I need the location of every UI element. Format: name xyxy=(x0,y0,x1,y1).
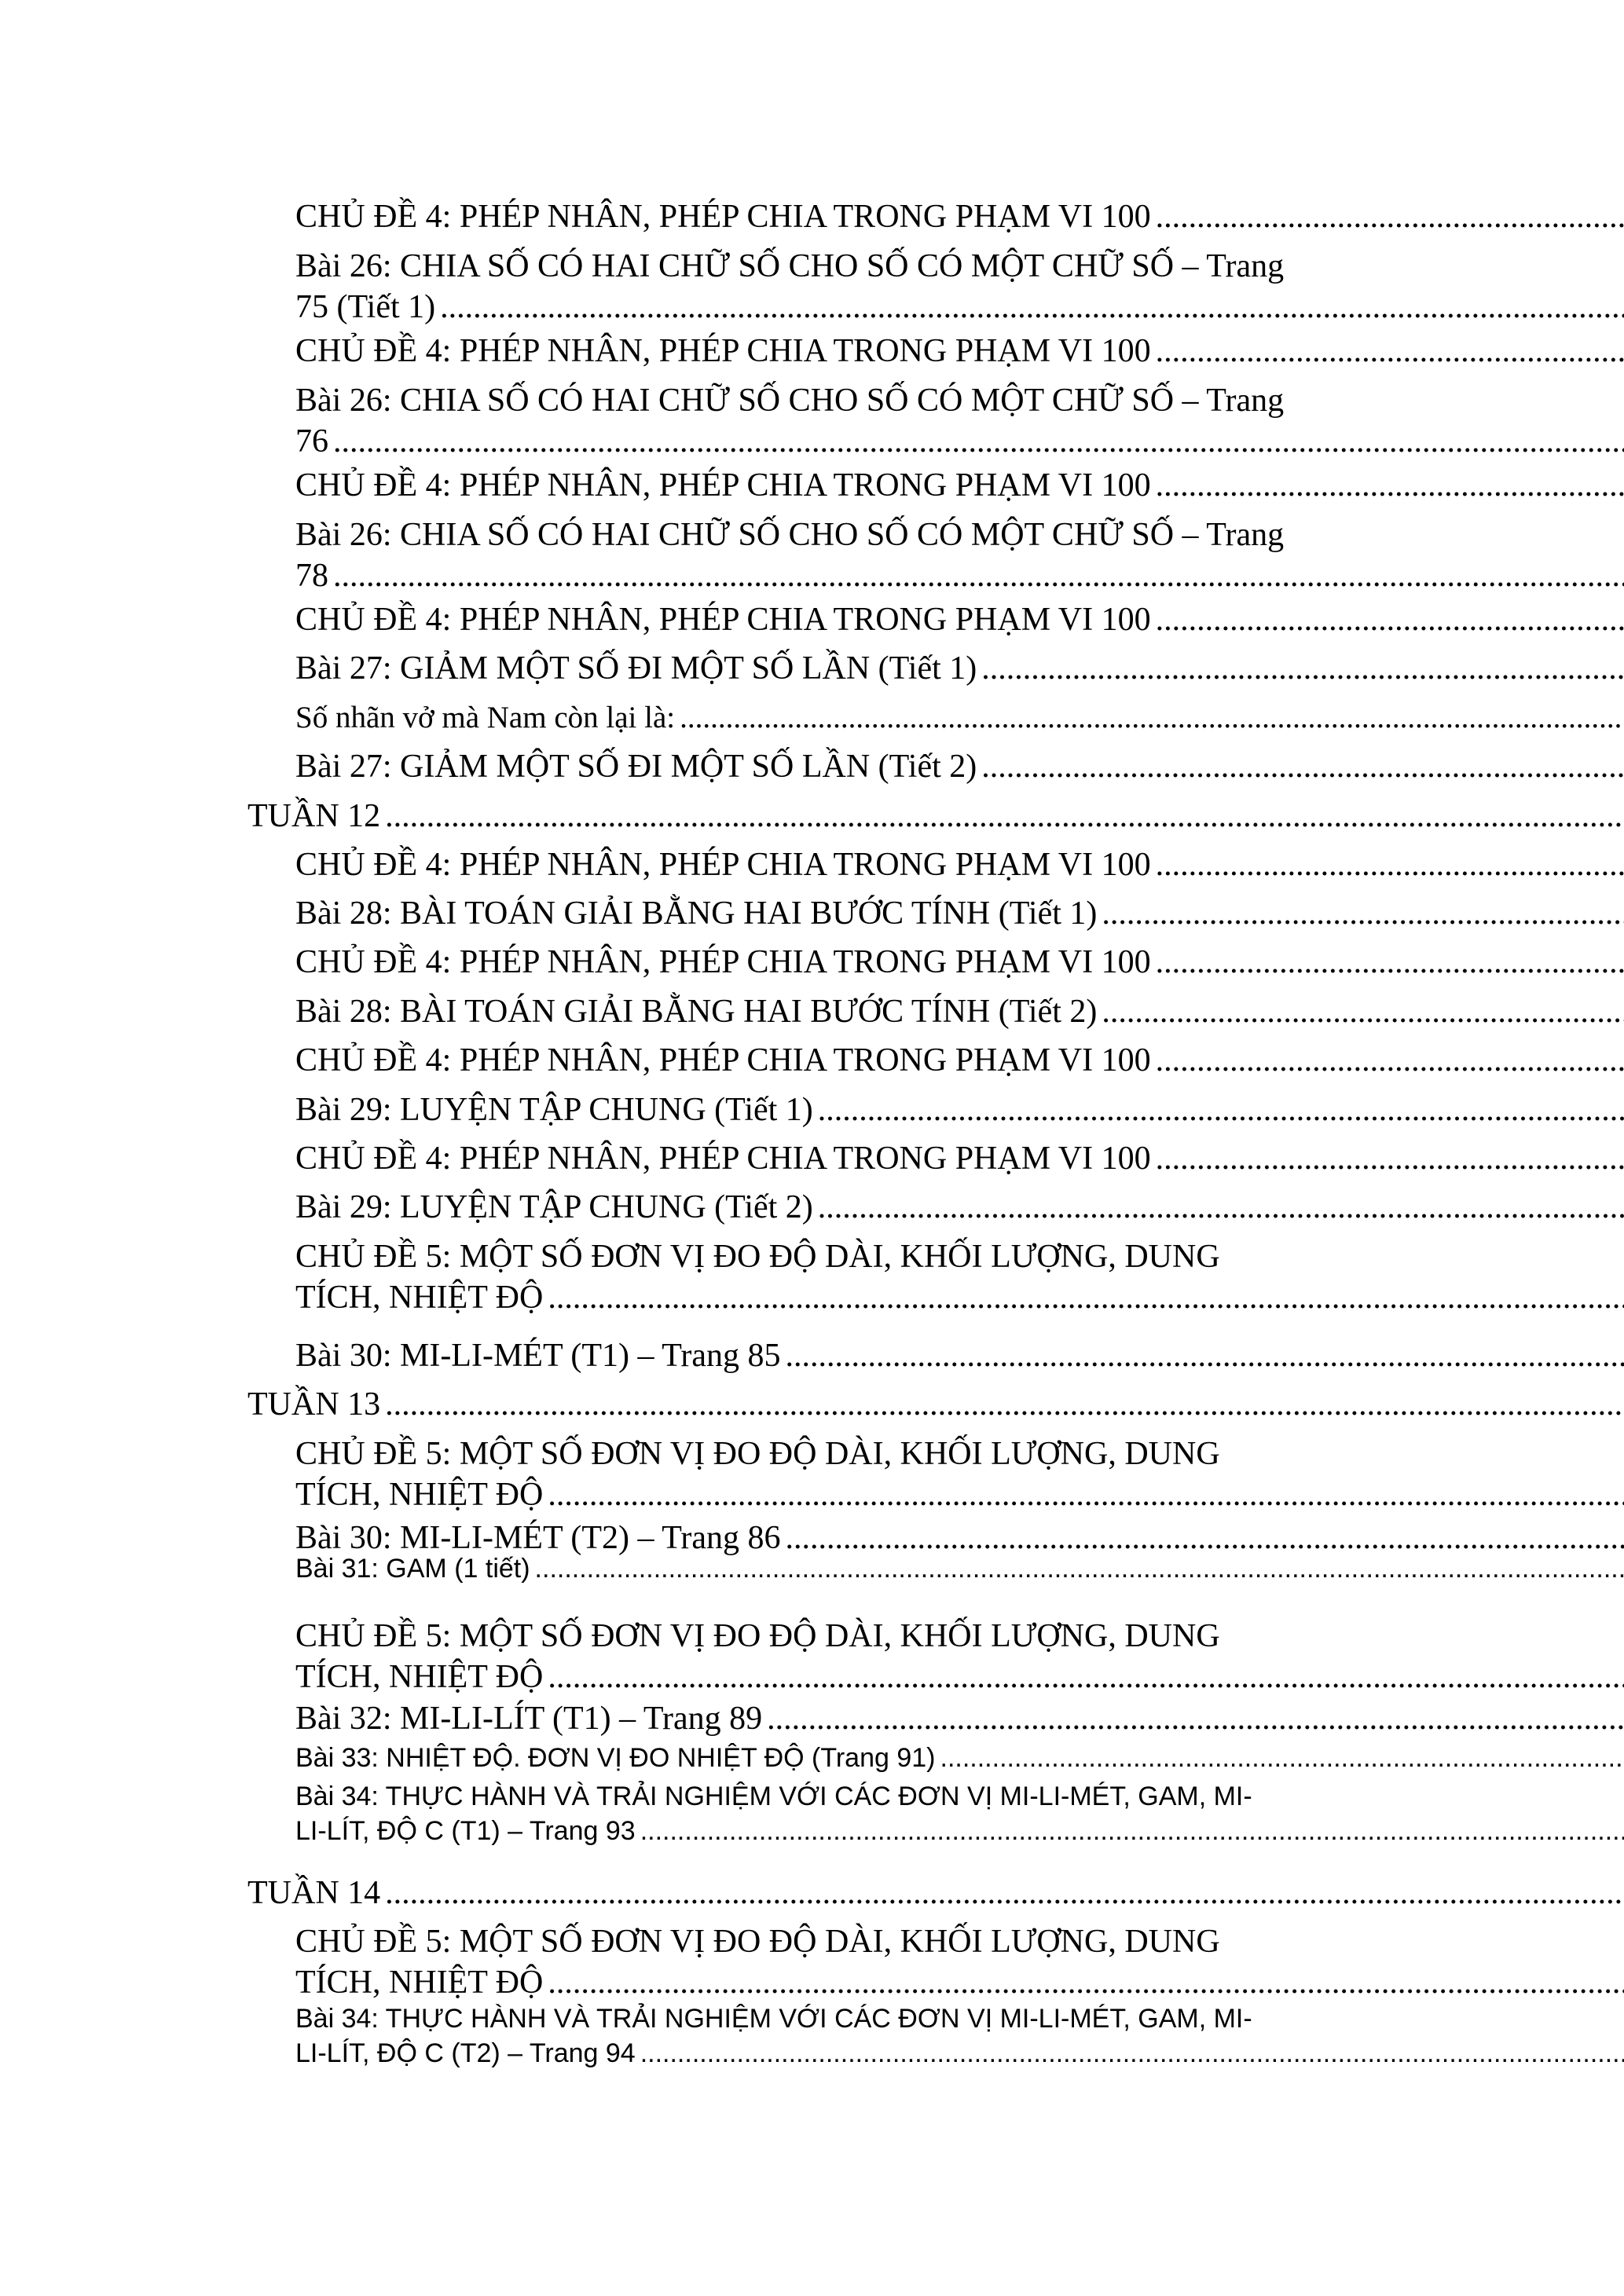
toc-entry-title: CHỦ ĐỀ 4: PHÉP NHÂN, PHÉP CHIA TRONG PHẠM VI 100 xyxy=(295,944,1151,980)
toc-entry-title: CHỦ ĐỀ 5: MỘT SỐ ĐƠN VỊ ĐO ĐỘ DÀI, KHỐI LƯỢNG, DUNG xyxy=(295,1618,1220,1654)
dot-leader xyxy=(1151,844,1624,885)
dot-leader xyxy=(543,1474,1624,1515)
dot-leader xyxy=(1151,1138,1624,1179)
toc-week-heading[interactable] xyxy=(247,796,1624,837)
toc-entry-title: CHỦ ĐỀ 4: PHÉP NHÂN, PHÉP CHIA TRONG PHẠM VI 100 xyxy=(295,1141,1151,1177)
toc-entry-title: TUẦN 12 xyxy=(247,798,381,834)
dot-leader xyxy=(543,1962,1624,2003)
toc-entry-title: CHỦ ĐỀ 4: PHÉP NHÂN, PHÉP CHIA TRONG PHẠM VI 100 xyxy=(295,333,1151,369)
dot-leader xyxy=(380,796,1624,837)
toc-entry-title: TUẦN 13 xyxy=(247,1386,381,1423)
toc-entry[interactable] xyxy=(295,1335,1624,1376)
toc-entry[interactable] xyxy=(295,1921,1624,2003)
toc-entry-title: CHỦ ĐỀ 4: PHÉP NHÂN, PHÉP CHIA TRONG PHẠM VI 100 xyxy=(295,847,1151,883)
dot-leader xyxy=(1097,893,1624,934)
dot-leader xyxy=(1151,599,1624,640)
toc-entry[interactable] xyxy=(295,1551,1624,1586)
toc-entry[interactable] xyxy=(295,514,1624,596)
toc-week-heading[interactable] xyxy=(247,1873,1624,1913)
dot-leader xyxy=(781,1335,1624,1376)
toc-entry-title-continued: LI-LÍT, ĐỘ C (T2) – Trang 94 xyxy=(295,2038,636,2068)
dot-leader xyxy=(977,648,1624,689)
toc-entry-title-continued: 78 xyxy=(295,558,328,594)
toc-entry-title: Bài 27: GIẢM MỘT SỐ ĐI MỘT SỐ LẦN (Tiết 1) xyxy=(295,650,977,687)
toc-entry-title-continued: TÍCH, NHIỆT ĐỘ xyxy=(295,1965,544,2001)
dot-leader xyxy=(762,1698,1624,1739)
toc-week-heading[interactable] xyxy=(247,1384,1624,1425)
dot-leader xyxy=(636,1814,1624,1848)
dot-leader xyxy=(1151,1040,1624,1081)
toc-entry[interactable] xyxy=(295,1741,1624,1775)
toc-entry[interactable] xyxy=(295,893,1624,934)
toc-entry-title: Bài 26: CHIA SỐ CÓ HAI CHỮ SỐ CHO SỐ CÓ MỘT CHỮ SỐ – Trang xyxy=(295,517,1285,553)
toc-entry-title-continued: TÍCH, NHIỆT ĐỘ xyxy=(295,1477,544,1513)
toc-entry[interactable] xyxy=(295,746,1624,787)
toc-entry-title: CHỦ ĐỀ 5: MỘT SỐ ĐƠN VỊ ĐO ĐỘ DÀI, KHỐI LƯỢNG, DUNG xyxy=(295,1436,1220,1472)
toc-entry[interactable] xyxy=(295,1616,1624,1697)
dot-leader xyxy=(636,2036,1624,2071)
toc-entry[interactable] xyxy=(295,648,1624,689)
dot-leader xyxy=(1097,991,1624,1032)
dot-leader xyxy=(1151,942,1624,983)
dot-leader xyxy=(380,1873,1624,1913)
toc-entry-title: Bài 33: NHIỆT ĐỘ. ĐƠN VỊ ĐO NHIỆT ĐỘ (Trang 91) xyxy=(295,1743,936,1773)
toc-entry-title-continued: 76 xyxy=(295,423,328,460)
dot-leader xyxy=(813,1089,1624,1130)
dot-leader xyxy=(977,746,1624,787)
dot-leader xyxy=(543,1277,1624,1318)
toc-entry-title: Bài 34: THỰC HÀNH VÀ TRẢI NGHIỆM VỚI CÁC ĐƠN VỊ MI-LI-MÉT, GAM, MI- xyxy=(295,1782,1252,1811)
dot-leader xyxy=(328,421,1624,462)
dot-leader xyxy=(435,287,1624,328)
toc-entry[interactable] xyxy=(295,1187,1624,1228)
dot-leader xyxy=(1151,465,1624,506)
toc-entry-title: Bài 28: BÀI TOÁN GIẢI BẰNG HAI BƯỚC TÍNH (Tiết 1) xyxy=(295,895,1098,932)
toc-entry[interactable] xyxy=(295,1434,1624,1515)
toc-entry-title: CHỦ ĐỀ 4: PHÉP NHÂN, PHÉP CHIA TRONG PHẠM VI 100 xyxy=(295,1042,1151,1078)
dot-leader xyxy=(328,555,1624,596)
toc-entry-title: Bài 31: GAM (1 tiết) xyxy=(295,1554,530,1584)
toc-entry-title: Bài 29: LUYỆN TẬP CHUNG (Tiết 1) xyxy=(295,1092,813,1128)
toc-entry-title: Bài 30: MI-LI-MÉT (T2) – Trang 86 xyxy=(295,1520,781,1556)
toc-entry-title: Số nhãn vở mà Nam còn lại là: xyxy=(295,701,676,734)
toc-entry[interactable] xyxy=(295,380,1624,462)
toc-entry-title: TUẦN 14 xyxy=(247,1875,381,1911)
dot-leader xyxy=(380,1384,1624,1425)
toc-entry-title: Bài 27: GIẢM MỘT SỐ ĐI MỘT SỐ LẦN (Tiết 2) xyxy=(295,749,977,785)
toc-entry[interactable] xyxy=(295,844,1624,885)
toc-entry-title-continued: LI-LÍT, ĐỘ C (T1) – Trang 93 xyxy=(295,1816,636,1846)
toc-entry-title-continued: TÍCH, NHIỆT ĐỘ xyxy=(295,1659,544,1695)
dot-leader xyxy=(675,698,1624,738)
toc-entry[interactable] xyxy=(295,1779,1624,1848)
toc-entry[interactable] xyxy=(295,331,1624,372)
dot-leader xyxy=(813,1187,1624,1228)
dot-leader xyxy=(530,1551,1624,1586)
toc-entry[interactable] xyxy=(295,942,1624,983)
dot-leader xyxy=(543,1657,1624,1697)
toc-entry[interactable] xyxy=(295,1138,1624,1179)
toc-entry-title: Bài 32: MI-LI-LÍT (T1) – Trang 89 xyxy=(295,1701,763,1737)
toc-entry-title: Bài 26: CHIA SỐ CÓ HAI CHỮ SỐ CHO SỐ CÓ MỘT CHỮ SỐ – Trang xyxy=(295,383,1285,419)
toc-entry[interactable] xyxy=(295,698,1624,738)
toc-entry[interactable] xyxy=(295,246,1624,328)
toc-entry[interactable] xyxy=(295,991,1624,1032)
toc-entry[interactable] xyxy=(295,1089,1624,1130)
toc-entry-title: CHỦ ĐỀ 4: PHÉP NHÂN, PHÉP CHIA TRONG PHẠM VI 100 xyxy=(295,199,1151,235)
toc-entry-title: Bài 26: CHIA SỐ CÓ HAI CHỮ SỐ CHO SỐ CÓ MỘT CHỮ SỐ – Trang xyxy=(295,248,1285,284)
toc-entry-title: Bài 28: BÀI TOÁN GIẢI BẰNG HAI BƯỚC TÍNH (Tiết 2) xyxy=(295,994,1098,1030)
dot-leader xyxy=(1151,331,1624,372)
toc-entry[interactable] xyxy=(295,465,1624,506)
toc-entry[interactable] xyxy=(295,2001,1624,2071)
toc-entry[interactable] xyxy=(295,599,1624,640)
toc-entry-title: Bài 29: LUYỆN TẬP CHUNG (Tiết 2) xyxy=(295,1189,813,1225)
toc-entry-title: Bài 30: MI-LI-MÉT (T1) – Trang 85 xyxy=(295,1338,781,1374)
toc-entry-title: Bài 34: THỰC HÀNH VÀ TRẢI NGHIỆM VỚI CÁC ĐƠN VỊ MI-LI-MÉT, GAM, MI- xyxy=(295,2004,1252,2034)
toc-entry[interactable] xyxy=(295,1040,1624,1081)
dot-leader xyxy=(936,1741,1624,1775)
toc-entry-title-continued: 75 (Tiết 1) xyxy=(295,289,436,325)
dot-leader xyxy=(1151,196,1624,237)
toc-entry[interactable] xyxy=(295,1698,1624,1739)
toc-entry-title-continued: TÍCH, NHIỆT ĐỘ xyxy=(295,1280,544,1316)
toc-entry[interactable] xyxy=(295,1236,1624,1318)
toc-entry[interactable] xyxy=(295,196,1624,237)
toc-entry-title: CHỦ ĐỀ 5: MỘT SỐ ĐƠN VỊ ĐO ĐỘ DÀI, KHỐI LƯỢNG, DUNG xyxy=(295,1924,1220,1960)
toc-entry-title: CHỦ ĐỀ 4: PHÉP NHÂN, PHÉP CHIA TRONG PHẠM VI 100 xyxy=(295,467,1151,504)
toc-entry-title: CHỦ ĐỀ 5: MỘT SỐ ĐƠN VỊ ĐO ĐỘ DÀI, KHỐI LƯỢNG, DUNG xyxy=(295,1239,1220,1275)
toc-entry-title: CHỦ ĐỀ 4: PHÉP NHÂN, PHÉP CHIA TRONG PHẠM VI 100 xyxy=(295,602,1151,638)
